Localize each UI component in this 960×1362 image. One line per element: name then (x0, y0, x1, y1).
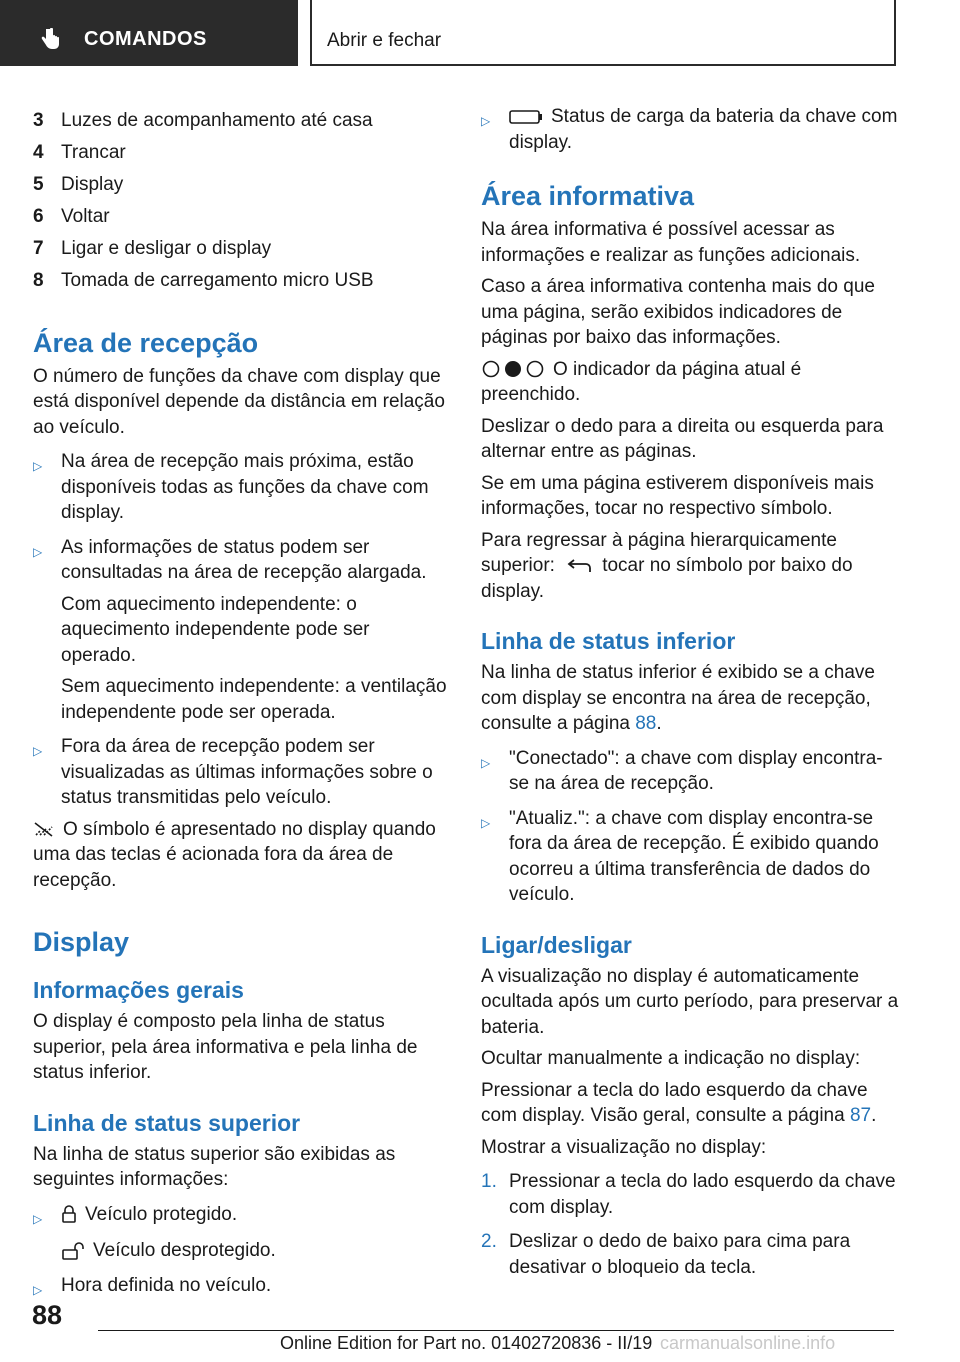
page-number: 88 (32, 1300, 63, 1330)
info-paragraph: Se em uma página estiverem disponíveis mais informações, tocar no respectivo símbolo. (481, 472, 874, 519)
bullet-item (481, 104, 901, 155)
item-number: 5 (33, 174, 44, 195)
upper-status-text: Na linha de status superior são exibidas as seguintes informações: (33, 1143, 396, 1190)
item-number: 4 (33, 142, 44, 163)
section-label: COMANDOS (84, 28, 207, 50)
step-text: Pressionar a tecla do lado esquerdo da chave com display. (509, 1171, 896, 1218)
bullet-item (481, 806, 901, 908)
bullet-text: As informações de status podem ser consultadas na área de recepção alargada. (61, 536, 427, 583)
no-signal-icon (33, 820, 55, 838)
lower-status-text: Na linha de status inferior é exibido se a chave com display se encontra na área de recepção, consulte a página (481, 662, 875, 734)
bullet-continuation (33, 1238, 449, 1264)
item-number: 3 (33, 110, 44, 131)
hand-pointer-icon (40, 28, 60, 50)
step-item (481, 1229, 901, 1280)
edition-text: Online Edition for Part no. 01402720836 - II/19 (280, 1333, 653, 1353)
triangle-bullet-icon: ▷ (481, 815, 491, 830)
page-indicator-icon (481, 359, 545, 379)
triangle-bullet-icon: ▷ (481, 114, 491, 128)
item-number: 8 (33, 270, 44, 291)
onoff-text: Pressionar a tecla do lado esquerdo da chave com display. Visão geral, consulte a página (481, 1079, 868, 1126)
bullet-text: "Conectado": a chave com display encontra-se na área de recepção. (509, 747, 883, 794)
bullet-content (61, 1202, 449, 1233)
list-item (33, 268, 449, 294)
back-arrow-icon (566, 557, 594, 575)
general-info-heading: Informações gerais (33, 977, 244, 1003)
item-text: Voltar (61, 206, 110, 227)
lock-closed-icon (61, 1205, 77, 1223)
page-link[interactable]: 88 (635, 713, 657, 734)
bullet-item (33, 734, 449, 811)
watermark: carmanualsonline.info (660, 1333, 836, 1353)
chapter-title: Abrir e fechar (327, 30, 442, 51)
display-heading: Display (33, 927, 130, 957)
info-text: tocar no símbolo por baixo do display. (481, 555, 853, 602)
step-number: 1. (481, 1171, 497, 1192)
left-column (33, 108, 449, 1309)
bullet-continuation: Com aquecimento independente: o aquecimento independente pode ser operado. (61, 593, 370, 666)
triangle-bullet-icon: ▷ (33, 459, 43, 473)
item-text: Trancar (61, 142, 126, 163)
lower-status-heading: Linha de status inferior (481, 628, 736, 654)
bullet-item (33, 449, 449, 526)
list-item (33, 236, 449, 262)
item-text: Luzes de acompanhamento até casa (61, 110, 373, 131)
info-paragraph: Caso a área informativa contenha mais do que uma página, serão exibidos indicadores de páginas por baixo das informações. (481, 276, 875, 348)
page-indicator-paragraph (481, 357, 901, 408)
onoff-paragraph-link: Pressionar a tecla do lado esquerdo da chave com display. Visão geral, consulte a página 87. (481, 1079, 877, 1126)
upper-status-heading: Linha de status superior (33, 1109, 301, 1136)
item-text: Tomada de carregamento micro USB (61, 270, 374, 291)
section-tab (0, 0, 298, 66)
bullet-text: Veículo desprotegido. (93, 1240, 276, 1261)
chapter-tab (310, 0, 896, 66)
list-item (33, 140, 449, 166)
info-paragraph: Deslizar o dedo para a direita ou esquerda para alternar entre as páginas. (481, 415, 884, 462)
page-header (0, 0, 960, 68)
bullet-text: "Atualiz.": a chave com display encontra-se fora da área de recepção. É exibido quando ocorreu a última transferência de dados do veículo. (509, 807, 879, 905)
item-text: Display (61, 174, 124, 195)
info-area-heading: Área informativa (481, 181, 695, 211)
bullet-item (481, 746, 901, 797)
page-link[interactable]: 87 (849, 1105, 872, 1126)
triangle-bullet-icon: ▷ (481, 755, 491, 770)
onoff-paragraph: A visualização no display é automaticamente ocultada após um curto período, para preservar a bateria. (481, 965, 899, 1038)
triangle-bullet-icon: ▷ (33, 1211, 43, 1226)
item-text: Ligar e desligar o display (61, 238, 272, 259)
lower-status-paragraph: Na linha de status inferior é exibido se a chave com display se encontra na área de recepção, consulte a página 88. (481, 662, 875, 734)
item-number: 6 (33, 206, 44, 227)
symbol-text: O símbolo é apresentado no display quando uma das teclas é acionada fora da área de recepção. (33, 818, 436, 891)
lock-open-icon (61, 1242, 85, 1260)
onoff-paragraph: Ocultar manualmente a indicação no display: (481, 1048, 861, 1069)
step-text: Deslizar o dedo de baixo para cima para desativar o bloqueio da tecla. (509, 1231, 851, 1278)
list-item (33, 108, 449, 134)
info-text: O indicador da página atual é preenchido. (481, 358, 802, 405)
bullet-item (33, 1202, 449, 1233)
bullet-item (33, 535, 449, 586)
info-text: Para regressar à página hierarquicamente superior: (481, 529, 837, 576)
list-item (33, 204, 449, 230)
bullet-content (509, 104, 901, 155)
step-item (481, 1169, 901, 1220)
bullet-text: Status de carga da bateria da chave com display. (509, 106, 898, 153)
reception-heading: Área de recepção (33, 327, 259, 358)
list-item (33, 172, 449, 198)
bullet-item (33, 1273, 449, 1304)
bullet-text: Na área de recepção mais próxima, estão disponíveis todas as funções da chave com display. (61, 451, 429, 523)
bullet-text: Fora da área de recepção podem ser visualizadas as últimas informações sobre o status transmitidas pelo veículo. (61, 736, 433, 808)
battery-icon (509, 109, 543, 125)
triangle-bullet-icon: ▷ (33, 744, 43, 758)
bullet-continuation: Sem aquecimento independente: a ventilação independente pode ser operada. (61, 676, 447, 723)
triangle-bullet-icon: ▷ (33, 1282, 43, 1297)
footer-divider (98, 1330, 894, 1331)
general-info-text: O display é composto pela linha de status superior, pela área informativa e pela linha de status inferior. (33, 1011, 418, 1083)
bullet-text: Veículo protegido. (85, 1203, 238, 1225)
item-number: 7 (33, 238, 44, 259)
back-paragraph (481, 528, 901, 605)
symbol-paragraph (33, 817, 449, 894)
reception-intro: O número de funções da chave com display que está disponível depende da distância em relação ao veículo. (33, 365, 445, 438)
onoff-paragraph: Mostrar a visualização no display: (481, 1136, 767, 1158)
triangle-bullet-icon: ▷ (33, 544, 43, 559)
right-column (481, 104, 901, 1286)
bullet-text: Hora definida no veículo. (61, 1274, 272, 1296)
info-paragraph: Na área informativa é possível acessar as informações e realizar as funções adicionais. (481, 219, 861, 266)
step-number: 2. (481, 1231, 497, 1252)
onoff-heading: Ligar/desligar (481, 931, 632, 958)
